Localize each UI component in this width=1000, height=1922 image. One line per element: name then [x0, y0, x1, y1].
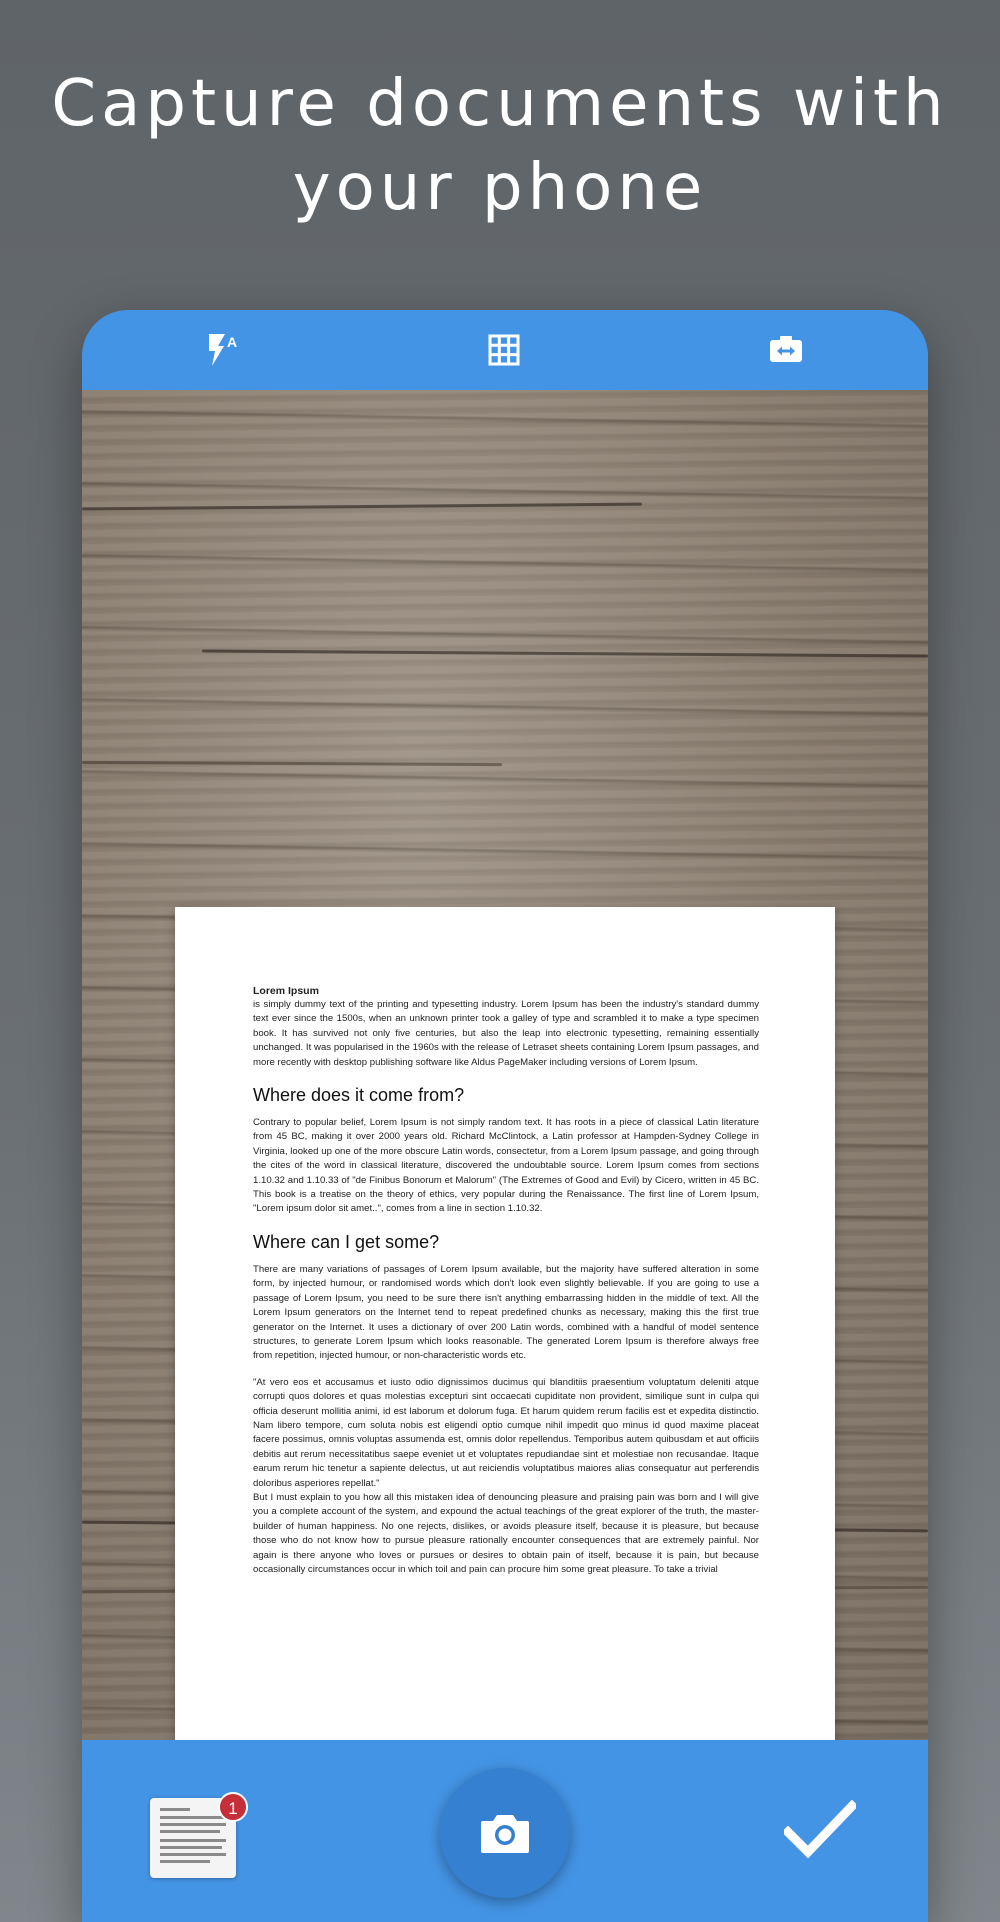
capture-button[interactable] — [440, 1768, 570, 1898]
doc-intro-title: Lorem Ipsum — [253, 985, 319, 997]
wood-crack — [82, 503, 642, 511]
headline — [0, 62, 1000, 230]
grid-icon[interactable] — [482, 328, 526, 372]
wood-crack — [202, 649, 928, 657]
doc-section2-text: There are many variations of passages of Lorem Ipsum available, but the majority have suffered alteration in some form, by injected humour, or randomised words which don't look even slightly believable. If you are going to use a passage of Lorem Ipsum, you need to be sure there isn't anything embarrassing hidden in the middle of text. All the Lorem Ipsum generators on the Internet tend to repeat predefined chunks as necessary, making this the first true generator on the Internet. It uses a dictionary of over 200 Latin words, combined with a handful of model sentence structures, to generate Lorem Ipsum which looks reasonable. The generated Lorem Ipsum is therefore always free from repetition, injected humour, or non-characteristic words etc. — [253, 1263, 759, 1362]
document-content — [253, 985, 759, 1577]
doc-final-text: But I must explain to you how all this mistaken idea of denouncing pleasure and praising pain was born and I will give you a complete account of the system, and expound the actual teachings of the great explorer of the truth, the master-builder of human happiness. No one rejects, dislikes, or avoids pleasure itself, because it is pleasure, but because those who do not know how to pursue pleasure rationally encounter consequences that are extremely painful. Nor again is there anyone who loves or pursues or desires to obtain pain of itself, because it is pain, but because occasionally circumstances occur in which toil and pain can procure him some great pleasure. To take a trivial — [253, 1491, 759, 1575]
wood-crack — [82, 761, 502, 766]
flash-mode-letter: A — [227, 334, 238, 350]
doc-section1-text: Contrary to popular belief, Lorem Ipsum is not simply random text. It has roots in a piece of classical Latin literature from 45 BC, making it over 2000 years old. Richard McClintock, a Latin professor at Hampden-Sydney College in Virginia, looked up one of the more obscure Latin words, consectetur, from a Lorem Ipsum passage, and going through the cites of the word in classical literature, discovered the undoubtable source. Lorem Ipsum comes from sections 1.10.32 and 1.10.33 of "de Finibus Bonorum et Malorum" (The Extremes of Good and Evil) by Cicero, written in 45 BC. This book is a treatise on the theory of ethics, very popular during the Renaissance. The first line of Lorem Ipsum, "Lorem ipsum dolor sit amet..", comes from a line in section 1.10.32. — [253, 1117, 759, 1215]
done-button[interactable] — [784, 1800, 856, 1862]
doc-quote-text: "At vero eos et accusamus et iusto odio dignissimos ducimus qui blanditiis praesentium voluptatum deleniti atque corrupti quos dolores et quas molestias excepturi sint occaecati cupiditate non provident, similique sunt in culpa qui officia deserunt mollitia animi, id est laborum et dolorum fuga. Et harum quidem rerum facilis est et expedita distinctio. Nam libero tempore, cum soluta nobis est eligendi optio cumque nihil impedit quo minus id quod maxime placeat facere possimus, omnis voluptas assumenda est, omnis dolor repellendus. Temporibus autem quibusdam et aut officiis debitis aut rerum necessitatibus saepe eveniet ut et voluptates repudiandae sint et molestiae non recusandae. Itaque earum rerum hic tenetur a sapiente delectus, ut aut reiciendis voluptatibus maiores alias consequatur aut perferendis doloribus asperiores repellat." — [253, 1376, 759, 1489]
camera-icon — [479, 1811, 531, 1855]
doc-section1-heading: Where does it come from? — [253, 1085, 465, 1106]
headline-line-1: Capture documents with — [51, 67, 949, 141]
flash-auto-icon[interactable] — [201, 328, 245, 372]
doc-section2-heading: Where can I get some? — [253, 1231, 440, 1252]
phone-frame — [82, 310, 928, 1922]
checkmark-icon — [784, 1800, 856, 1862]
captured-document — [175, 907, 835, 1760]
capture-bar — [82, 1740, 928, 1922]
thumbnail-count-badge: 1 — [218, 1792, 248, 1822]
doc-intro-text: is simply dummy text of the printing and typesetting industry. Lorem Ipsum has been the industry's standard dummy text ever since the 1500s, when an unknown printer took a galley of type and scrambled it to make a type specimen book. It has survived not only five centuries, but also the leap into electronic typesetting, remaining essentially unchanged. It was popularised in the 1960s with the release of Letraset sheets containing Lorem Ipsum passages, and more recently with desktop publishing software like Aldus PageMaker including versions of Lorem Ipsum. — [253, 999, 759, 1068]
switch-camera-icon[interactable] — [764, 328, 808, 372]
headline-line-2: your phone — [292, 151, 708, 225]
camera-toolbar — [82, 310, 928, 390]
